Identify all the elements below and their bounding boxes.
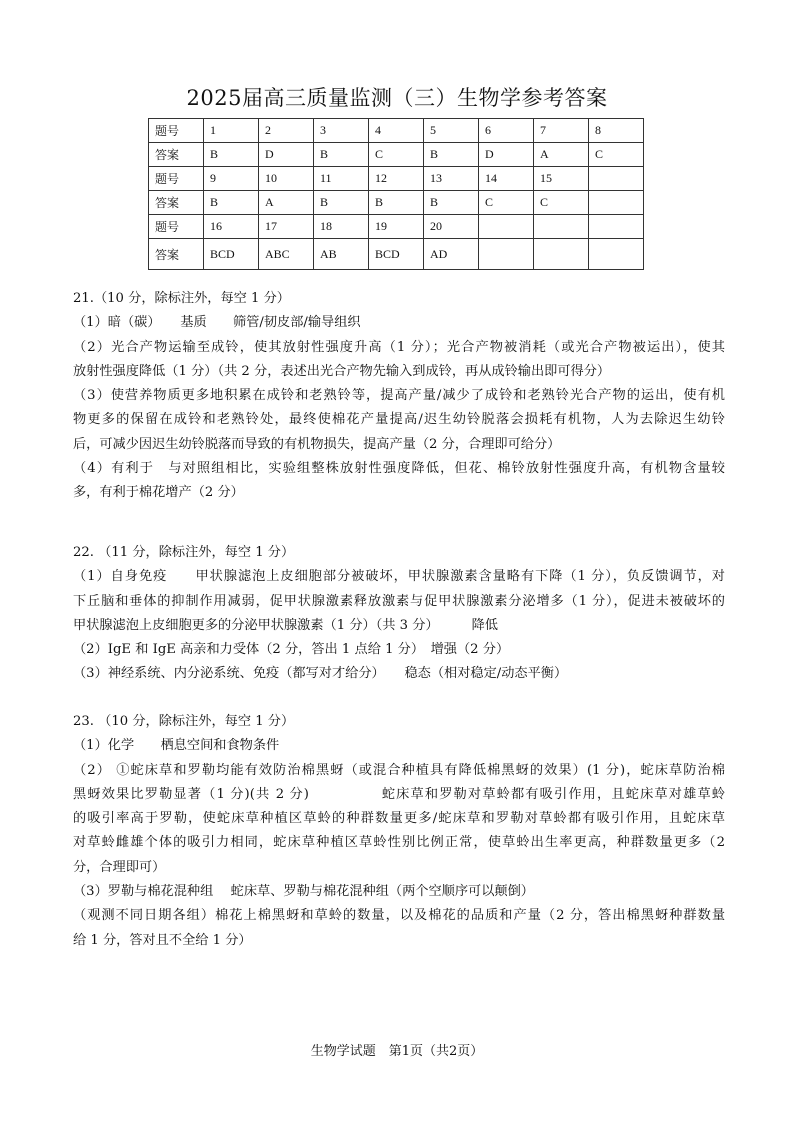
answer-cell: B [424, 191, 479, 215]
answer-cell: C [369, 143, 424, 167]
answer-cell [589, 191, 644, 215]
question-21 [73, 287, 725, 506]
answer-table [148, 118, 644, 270]
row-header-cell: 题号 [149, 215, 204, 239]
answer-cell: 8 [589, 119, 644, 143]
answer-line: （2） ①蛇床草和罗勒均能有效防治棉黑蚜（或混合种植具有降低棉黑蚜的效果）(1 分)，蛇床草防治棉 [73, 762, 725, 778]
answer-line: （4）有利于 与对照组相比，实验组整株放射性强度降低，但花、棉铃放射性强度升高，有机物含量较 [73, 461, 725, 477]
answer-cell: 19 [369, 215, 424, 239]
answer-cell: 20 [424, 215, 479, 239]
answer-cell: 7 [534, 119, 589, 143]
answer-cell [589, 239, 644, 270]
answer-cell: 10 [259, 167, 314, 191]
answer-cell: D [259, 143, 314, 167]
question-22 [73, 541, 725, 687]
answer-cell: 5 [424, 119, 479, 143]
answer-cell [534, 215, 589, 239]
answer-cell [479, 215, 534, 239]
answer-cell: ABC [259, 239, 314, 270]
answer-cell: B [369, 191, 424, 215]
answer-cell: B [204, 191, 259, 215]
answer-cell: BCD [204, 239, 259, 270]
answer-line: 多，有利于棉花增产（2 分） [73, 485, 244, 501]
answer-cell [534, 239, 589, 270]
answer-cell [479, 239, 534, 270]
answer-cell: 4 [369, 119, 424, 143]
answer-line: （3）神经系统、内分泌系统、免疫（都写对才给分） 稳态（相对稳定/动态平衡） [73, 666, 568, 682]
question-23 [73, 710, 725, 953]
answer-cell: B [424, 143, 479, 167]
row-header-cell: 题号 [149, 119, 204, 143]
answer-line: 放射性强度降低（1 分）（共 2 分，表述出光合产物先输入到成铃，再从成铃输出即可得分） [73, 363, 611, 379]
answer-cell: 11 [314, 167, 369, 191]
answer-cell: A [259, 191, 314, 215]
answer-line: 黑蚜效果比罗勒显著（1 分)(共 2 分) 蛇床草和罗勒对草蛉都有吸引作用，且蛇床草对雄草蛉 [73, 786, 725, 802]
answer-line: （2）IgE 和 IgE 高亲和力受体（2 分，答出 1 点给 1 分） 增强（2 分） [73, 642, 510, 658]
answer-cell: 15 [534, 167, 589, 191]
answer-line: 的吸引率高于罗勒，使蛇床草种植区草蛉的种群数量更多/蛇床草和罗勒对草蛉都有吸引作用，且蛇床草 [73, 811, 725, 827]
table-row [149, 119, 644, 143]
answer-cell: 17 [259, 215, 314, 239]
row-header-cell: 答案 [149, 143, 204, 167]
answer-line: （1）暗（碳） 基质 筛管/韧皮部/输导组织 [73, 315, 361, 331]
table-row [149, 167, 644, 191]
answer-cell: B [314, 143, 369, 167]
answer-line: 对草蛉雌雄个体的吸引力相同，蛇床草种植区草蛉性别比例正常，使草蛉出生率更高，种群数量更多（2 [73, 835, 725, 851]
answer-cell: C [589, 143, 644, 167]
answer-cell [589, 215, 644, 239]
answer-cell: D [479, 143, 534, 167]
answer-cell: 16 [204, 215, 259, 239]
answer-cell: AB [314, 239, 369, 270]
answer-line: 后，可减少因迟生幼铃脱落而导致的有机物损失，提高产量（2 分，合理即可给分） [73, 436, 561, 452]
answer-line: （2）光合产物运输至成铃，使其放射性强度升高（1 分）；光合产物被消耗（或光合产物被运出），使其 [73, 339, 725, 355]
answer-line: （1）自身免疫 甲状腺滤泡上皮细胞部分被破坏，甲状腺激素含量略有下降（1 分），负反馈调节，对 [73, 569, 725, 585]
answer-line: （观测不同日期各组）棉花上棉黑蚜和草蛉的数量，以及棉花的品质和产量（2 分，答出棉黑蚜种群数量 [73, 908, 725, 924]
answer-cell: BCD [369, 239, 424, 270]
table-row [149, 239, 644, 270]
question-heading: 21.（10 分，除标注外，每空 1 分） [73, 291, 290, 306]
row-header-cell: 答案 [149, 191, 204, 215]
answer-cell: 13 [424, 167, 479, 191]
answer-cell: 1 [204, 119, 259, 143]
answer-line: 给 1 分，答对且不全给 1 分） [73, 932, 252, 948]
answer-line: 物更多的保留在成铃和老熟铃处，最终使棉花产量提高/迟生幼铃脱落会损耗有机物，人为去除迟生幼铃 [73, 412, 725, 428]
row-header-cell: 题号 [149, 167, 204, 191]
question-heading: 22. （11 分，除标注外，每空 1 分） [73, 545, 295, 560]
table-row [149, 215, 644, 239]
answer-cell: 14 [479, 167, 534, 191]
answer-cell: B [314, 191, 369, 215]
answer-cell: 9 [204, 167, 259, 191]
answer-cell: 2 [259, 119, 314, 143]
answer-line: 分，合理即可） [73, 859, 166, 875]
answer-cell: AD [424, 239, 479, 270]
table-row [149, 191, 644, 215]
page-footer: 生物学试题 第1页（共2页） [310, 1044, 484, 1059]
answer-line: 甲状腺滤泡上皮细胞更多的分泌甲状腺激素（1 分）（共 3 分） 降低 [73, 617, 498, 633]
question-heading: 23. （10 分，除标注外，每空 1 分） [73, 714, 295, 729]
answer-cell: B [204, 143, 259, 167]
page-title: 2025届高三质量监测（三）生物学参考答案 [186, 86, 608, 110]
answer-cell: 12 [369, 167, 424, 191]
row-header-cell: 答案 [149, 239, 204, 270]
answer-cell: C [479, 191, 534, 215]
answer-line: （3）使营养物质更多地积累在成铃和老熟铃等，提高产量/减少了成铃和老熟铃光合产物的运出，使有机 [73, 388, 725, 404]
answer-line: （3）罗勒与棉花混种组 蛇床草、罗勒与棉花混种组（两个空顺序可以颠倒） [73, 884, 534, 900]
answer-cell [589, 167, 644, 191]
answer-cell: 3 [314, 119, 369, 143]
answer-cell: C [534, 191, 589, 215]
answer-line: （1）化学 栖息空间和食物条件 [73, 738, 280, 754]
answer-line: 下丘脑和垂体的抑制作用减弱，促甲状腺激素释放激素与促甲状腺激素分泌增多（1 分），促进未被破坏的 [73, 593, 725, 609]
table-row [149, 143, 644, 167]
answer-cell: 6 [479, 119, 534, 143]
answer-cell: A [534, 143, 589, 167]
answer-cell: 18 [314, 215, 369, 239]
